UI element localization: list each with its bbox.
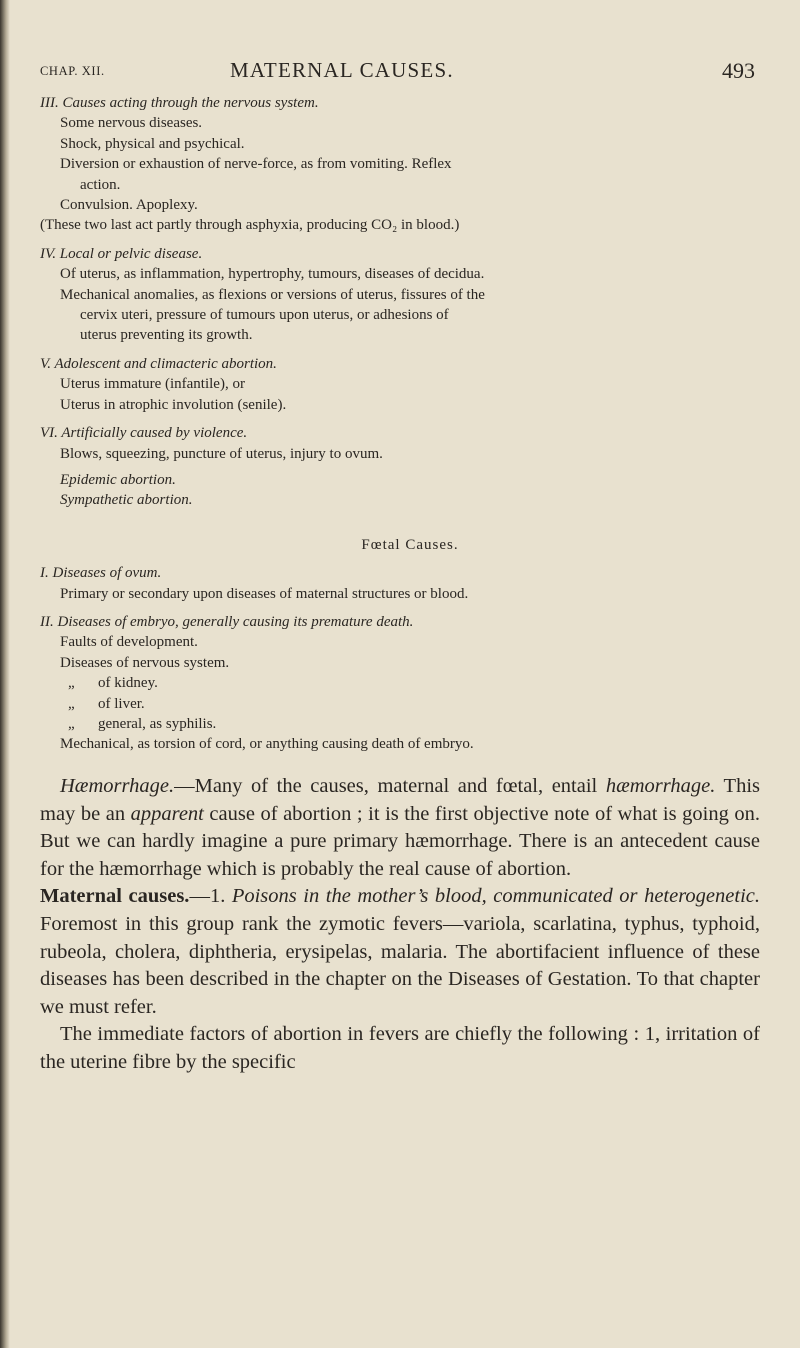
list-line: Some nervous diseases. (60, 115, 203, 132)
body-text (40, 773, 760, 1077)
section-heading: VI. Artificially caused by violence. (40, 425, 248, 442)
list-line: cervix uteri, pressure of tumours upon uterus, or adhesions of (80, 307, 449, 324)
list-line: Mechanical anomalies, as flexions or versions of uterus, fissures of the (60, 286, 485, 303)
page-binding-edge (0, 0, 10, 1348)
paragraph-maternal-causes: Maternal causes.—1. Poisons in the mother’s blood, communicated or heterogenetic. Foremost in this group rank the zymotic fevers—variola, scarlatina, typhus, typhoid, rubeola, cholera, diphtheria, erysipelas, malaria. The abortifacient influence of these diseases has been described in the chapter on the Diseases of Gestation. To that chapter we must refer. (40, 885, 760, 1018)
ditto-mark: „ (68, 675, 75, 692)
list-line: Of uterus, as inflammation, hypertrophy, tumours, diseases of decidua. (60, 266, 485, 283)
running-header (40, 58, 755, 84)
run-in-heading: Maternal causes. (40, 885, 190, 908)
section-embryo (40, 612, 760, 755)
epidemic-heading: Epidemic abortion. (60, 471, 176, 488)
ditto-mark: „ (68, 695, 75, 712)
list-line: Uterus in atrophic involution (senile). (60, 396, 287, 413)
list-line: „ of liver. (40, 694, 760, 714)
list-line: uterus preventing its growth. (80, 327, 253, 344)
list-line: „ general, as syphilis. (40, 714, 760, 734)
section-pelvic (40, 244, 760, 346)
ditto-mark: „ (68, 715, 75, 732)
section-heading: III. Causes acting through the nervous system. (40, 95, 319, 111)
page-number: 493 (722, 58, 755, 83)
run-in-heading: Hæmorrhage. (60, 775, 175, 797)
foetal-causes-heading: Fœtal Causes. (361, 536, 459, 553)
chapter-label: CHAP. XII. (40, 64, 105, 78)
paragraph-haemorrhage: Hæmorrhage.—Many of the causes, maternal and fœtal, entail hæmorrhage. This may be an apparent cause of abortion ; it is the first objective note of what is going on. But we can hardly imagine a pure primary hæmorrhage. There is an antecedent cause for the hæmorrhage which is probably the real cause of abortion. (40, 775, 761, 880)
section-ovum (40, 563, 760, 604)
list-line: Diseases of nervous system. (60, 654, 230, 671)
section-heading: V. Adolescent and climacteric abortion. (40, 355, 277, 372)
list-line: Shock, physical and psychical. (60, 135, 245, 152)
list-line: (These two last act partly through asphyxia, producing CO₂ in blood.) (40, 217, 460, 234)
causes-list (40, 93, 760, 755)
list-line: Convulsion. Apoplexy. (60, 197, 198, 214)
section-adolescent (40, 354, 760, 415)
running-title: MATERNAL CAUSES. (230, 58, 454, 82)
list-line: Uterus immature (infantile), or (60, 376, 245, 393)
section-nervous (40, 93, 760, 236)
section-violence (40, 423, 760, 511)
list-line: Blows, squeezing, puncture of uterus, injury to ovum. (60, 445, 383, 462)
section-heading: IV. Local or pelvic disease. (40, 245, 203, 262)
list-line: Mechanical, as torsion of cord, or anything causing death of embryo. (60, 736, 474, 753)
paragraph-fever-factors: The immediate factors of abortion in fevers are chiefly the following : 1, irritation of the uterine fibre by the specific (40, 1023, 760, 1073)
list-line: Diversion or exhaustion of nerve-force, as from vomiting. Reflex (60, 156, 452, 173)
section-heading: II. Diseases of embryo, generally causing its premature death. (40, 613, 414, 630)
list-line: action. (80, 176, 121, 193)
section-heading: I. Diseases of ovum. (40, 565, 162, 582)
list-line: Primary or secondary upon diseases of maternal structures or blood. (60, 585, 469, 602)
sympathetic-heading: Sympathetic abortion. (60, 492, 193, 509)
list-line: „ of kidney. (40, 673, 760, 693)
list-line: Faults of development. (60, 634, 198, 651)
